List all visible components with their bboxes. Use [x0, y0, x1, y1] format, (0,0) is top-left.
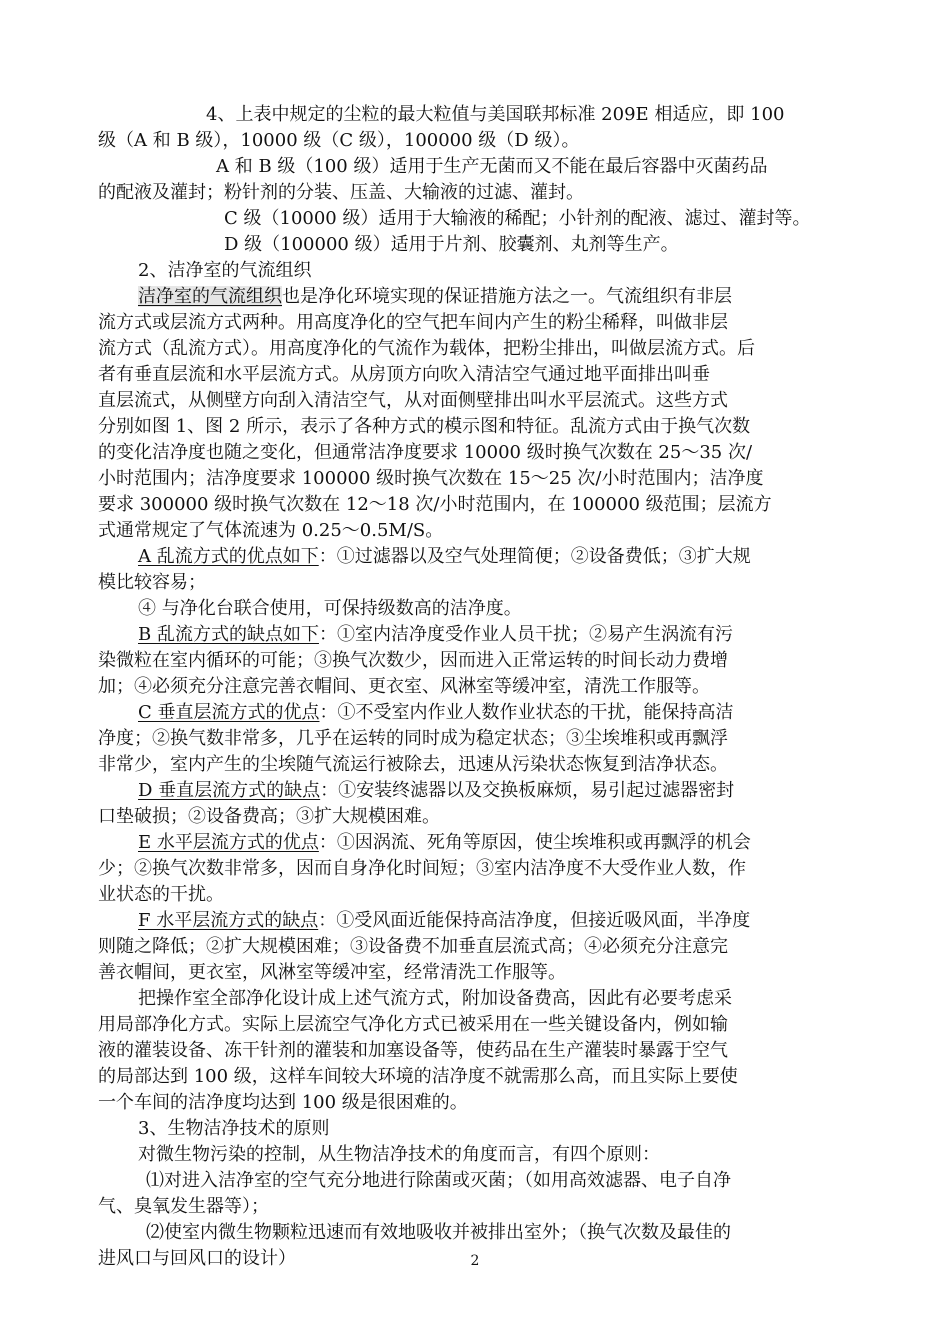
line-text: ：①受风面近能保持高洁净度，但接近吸风面，半净度	[318, 910, 751, 931]
text-line	[98, 830, 914, 856]
line-text: 者有垂直层流和水平层流方式。从房顶方向吹入清洁空气通过地平面排出叫垂	[98, 364, 710, 385]
underlined-heading: D 垂直层流方式的缺点	[138, 780, 321, 801]
text-line	[98, 960, 874, 986]
line-text: 3、生物洁净技术的原则	[138, 1118, 330, 1139]
text-line	[98, 596, 914, 622]
line-text: 4、上表中规定的尘粒的最大粒值与美国联邦标准 209E 相适应，即 100	[206, 104, 785, 125]
line-text: 一个车间的洁净度均达到 100 级是很困难的。	[98, 1092, 468, 1113]
text-line	[98, 544, 914, 570]
text-line	[98, 700, 914, 726]
text-line	[98, 882, 874, 908]
text-line	[98, 492, 874, 518]
line-text: 小时范围内；洁净度要求 100000 级时换气次数在 15～25 次/小时范围内；洁净度	[98, 468, 764, 489]
line-text: 气、臭氧发生器等）；	[98, 1196, 269, 1217]
text-line	[98, 310, 874, 336]
line-text: 的配液及灌封；粉针剂的分装、压盖、大输液的过滤、灌封。	[98, 182, 584, 203]
line-text: ⑵使室内微生物颗粒迅速而有效地吸收并被排出室外；（换气次数及最佳的	[146, 1222, 731, 1243]
underlined-heading: B 乱流方式的缺点如下	[138, 624, 319, 645]
text-line	[98, 414, 874, 440]
text-line	[98, 1168, 922, 1194]
text-line	[98, 440, 874, 466]
text-line	[98, 1220, 922, 1246]
line-text: 式通常规定了气体流速为 0.25～0.5M/S。	[98, 520, 444, 541]
text-line	[98, 206, 950, 232]
line-text: D 级（100000 级）适用于片剂、胶囊剂、丸剂等生产。	[224, 234, 679, 255]
text-line	[98, 570, 874, 596]
line-text: 染微粒在室内循环的可能；③换气次数少，因而进入正常运转的时间长动力费增	[98, 650, 728, 671]
text-line	[98, 908, 914, 934]
line-text: ：①不受室内作业人数作业状态的干扰，能保持高洁	[319, 702, 734, 723]
line-text: 2、洁净室的气流组织	[138, 260, 312, 281]
text-line	[98, 336, 874, 362]
text-line	[98, 622, 914, 648]
line-text: 进风口与回风口的设计）	[98, 1248, 296, 1269]
text-line	[98, 726, 874, 752]
text-line	[98, 934, 874, 960]
text-line	[98, 1194, 874, 1220]
text-line	[98, 986, 914, 1012]
line-text: 用局部净化方式。实际上层流空气净化方式已被采用在一些关键设备内，例如输	[98, 1014, 728, 1035]
text-line	[98, 856, 874, 882]
text-line	[98, 1038, 874, 1064]
text-line	[98, 258, 914, 284]
line-text: 业状态的干扰。	[98, 884, 224, 905]
line-text: 把操作室全部净化设计成上述气流方式，附加设备费高，因此有必要考虑采	[138, 988, 732, 1009]
line-text: 的变化洁净度也随之变化，但通常洁净度要求 10000 级时换气次数在 25～35 次/	[98, 442, 753, 463]
underlined-heading: E 水平层流方式的优点	[138, 832, 319, 853]
text-line	[98, 1012, 874, 1038]
line-text: 级（A 和 B 级），10000 级（C 级），100000 级（D 级）。	[98, 130, 580, 151]
text-line	[98, 518, 874, 544]
line-text: 分别如图 1、图 2 所示，表示了各种方式的模示图和特征。乱流方式由于换气次数	[98, 416, 751, 437]
text-line	[98, 1116, 914, 1142]
text-line	[98, 804, 874, 830]
text-line	[98, 154, 950, 180]
text-line	[98, 232, 950, 258]
line-text: 要求 300000 级时换气次数在 12～18 次/小时范围内，在 100000 级范围；层流方	[98, 494, 772, 515]
line-text: 少；②换气次数非常多，因而自身净化时间短；③室内洁净度不大受作业人数，作	[98, 858, 746, 879]
text-line	[98, 102, 950, 128]
text-line	[98, 128, 874, 154]
line-text: 模比较容易；	[98, 572, 206, 593]
text-line	[98, 648, 874, 674]
line-text: ：①安装终滤器以及交换板麻烦，易引起过滤器密封	[320, 780, 735, 801]
underlined-heading: 洁净室的气流组织	[138, 286, 282, 307]
line-text: 加；④必须充分注意完善衣帽间、更衣室、风淋室等缓冲室，清洗工作服等。	[98, 676, 710, 697]
text-line	[98, 1090, 874, 1116]
text-line	[98, 180, 874, 206]
text-line	[98, 1064, 874, 1090]
line-text: 流方式或层流方式两种。用高度净化的空气把车间内产生的粉尘稀释，叫做非层	[98, 312, 728, 333]
line-text: ：①室内洁净度受作业人员干扰；②易产生涡流有污	[318, 624, 733, 645]
line-text: ：①过滤器以及空气处理简便；②设备费低；③扩大规	[318, 546, 751, 567]
text-line	[98, 674, 874, 700]
line-text: 直层流式，从侧壁方向刮入清洁空气，从对面侧壁排出叫水平层流式。这些方式	[98, 390, 728, 411]
line-text: 的局部达到 100 级，这样车间较大环境的洁净度不就需那么高，而且实际上要使	[98, 1066, 738, 1087]
line-text: ：①因涡流、死角等原因，使尘埃堆积或再飘浮的机会	[318, 832, 751, 853]
line-text: 非常少，室内产生的尘埃随气流运行被除去，迅速从污染状态恢复到洁净状态。	[98, 754, 728, 775]
text-line	[98, 778, 914, 804]
line-text: A 和 B 级（100 级）适用于生产无菌而又不能在最后容器中灭菌药品	[216, 156, 768, 177]
underlined-heading: A 乱流方式的优点如下	[138, 546, 319, 567]
text-line	[98, 284, 914, 310]
underlined-heading: C 垂直层流方式的优点	[138, 702, 320, 723]
text-line	[98, 466, 874, 492]
line-text: 净度；②换气数非常多，几乎在运转的同时成为稳定状态；③尘埃堆积或再飘浮	[98, 728, 728, 749]
line-text: 善衣帽间，更衣室，风淋室等缓冲室，经常清洗工作服等。	[98, 962, 566, 983]
underlined-heading: F 水平层流方式的缺点	[138, 910, 319, 931]
line-text: 则随之降低；②扩大规模困难；③设备费不加垂直层流式高；④必须充分注意完	[98, 936, 728, 957]
text-line	[98, 752, 874, 778]
line-text: C 级（10000 级）适用于大输液的稀配；小针剂的配液、滤过、灌封等。	[224, 208, 811, 229]
line-text: ⑴对进入洁净室的空气充分地进行除菌或灭菌；（如用高效滤器、电子自净	[146, 1170, 731, 1191]
line-text: 对微生物污染的控制，从生物洁净技术的角度而言，有四个原则：	[138, 1144, 660, 1165]
text-line	[98, 388, 874, 414]
line-text: 液的灌装设备、冻干针剂的灌装和加塞设备等，使药品在生产灌装时暴露于空气	[98, 1040, 728, 1061]
line-text: 流方式（乱流方式）。用高度净化的气流作为载体，把粉尘排出，叫做层流方式。后	[98, 338, 755, 359]
line-text: 口垫破损；②设备费高；③扩大规模困难。	[98, 806, 440, 827]
text-line	[98, 362, 874, 388]
page-number: 2	[470, 1253, 480, 1269]
line-text: 也是净化环境实现的保证措施方法之一。气流组织有非层	[282, 286, 732, 307]
line-text: ④ 与净化台联合使用，可保持级数高的洁净度。	[138, 598, 522, 619]
text-line	[98, 1142, 914, 1168]
